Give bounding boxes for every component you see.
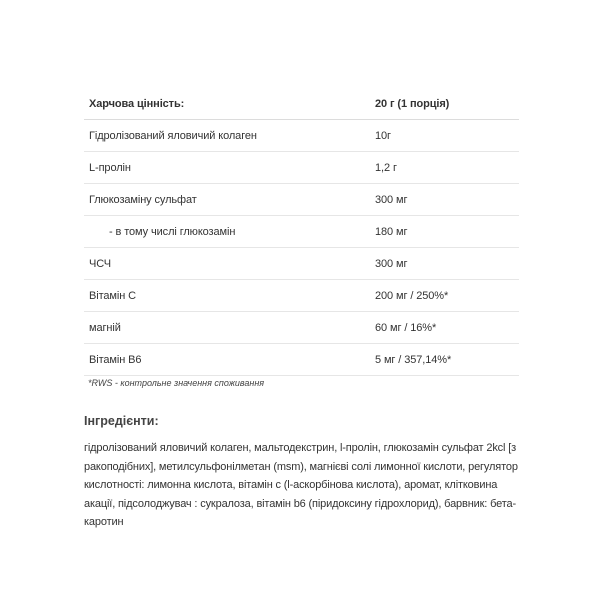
nutrient-value: 180 мг — [375, 225, 408, 238]
table-row — [84, 280, 519, 312]
nutrient-name: Вітамін В6 — [89, 353, 142, 366]
footnote: *RWS - контрольне значення споживання — [88, 378, 265, 388]
nutrient-name: L-пролін — [89, 161, 131, 174]
table-header-row — [84, 89, 519, 120]
table-row — [84, 216, 519, 248]
table-row — [84, 120, 519, 152]
table-row — [84, 344, 519, 376]
nutrition-table — [84, 89, 519, 376]
ingredients-heading: Інгредієнти: — [84, 414, 159, 428]
header-value-cell: 20 г (1 порція) — [375, 98, 450, 110]
header-name-cell: Харчова цінність: — [89, 98, 185, 110]
nutrient-name: Вітамін С — [89, 289, 136, 302]
nutrient-name: магній — [89, 321, 121, 334]
table-row — [84, 312, 519, 344]
nutrient-value: 300 мг — [375, 193, 408, 206]
table-row — [84, 184, 519, 216]
table-row — [84, 152, 519, 184]
nutrient-value: 5 мг / 357,14%* — [375, 353, 452, 366]
nutrient-value: 60 мг / 16%* — [375, 321, 437, 334]
nutrient-name: ЧСЧ — [89, 257, 111, 270]
nutrient-name: Глюкозаміну сульфат — [89, 193, 197, 206]
nutrient-name: Гідролізований яловичий колаген — [89, 129, 257, 142]
nutrient-value: 300 мг — [375, 257, 408, 270]
ingredients-text: гідролізований яловичий колаген, мальтодекстрин, l-пролін, глюкозамін сульфат 2kcl [з ракоподібних], метилсульфонілметан (msm), магнієві солі лимонної кислоти, регулятор кислотності: лимонна кислота, вітамін с (l-аскорбінова кислота), аромат, клітковина акації, підсолоджувач : сукралоза, вітамін b6 (піридоксину гідрохлорид), барвник: бета-каротин — [84, 442, 518, 529]
nutrient-value: 200 мг / 250%* — [375, 289, 449, 302]
table-row — [84, 248, 519, 280]
nutrient-name: - в тому числі глюкозамін — [109, 225, 236, 238]
nutrient-value: 10г — [375, 129, 391, 142]
nutrient-value: 1,2 г — [375, 161, 397, 174]
